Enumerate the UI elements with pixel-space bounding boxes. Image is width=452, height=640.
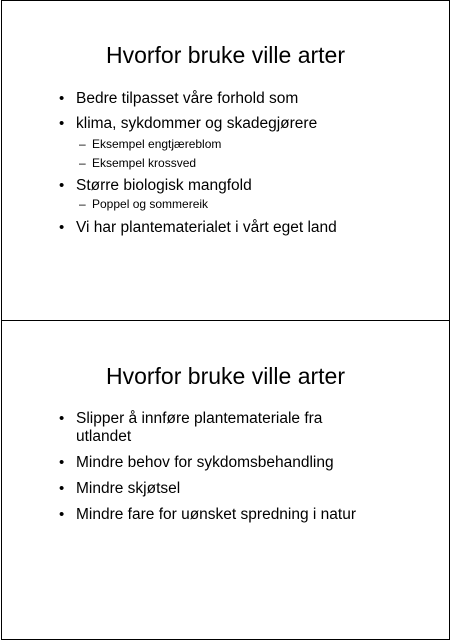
bullet-continuation: [2, 428, 449, 446]
slide-title: Hvorfor bruke ville arter: [105, 363, 346, 389]
bullet-marker: •: [59, 410, 65, 427]
slide-2: [1, 320, 450, 640]
slide-1: [1, 0, 450, 321]
slide-title: Hvorfor bruke ville arter: [105, 42, 346, 68]
bullet-marker: •: [59, 90, 65, 107]
bullet-item: [2, 90, 449, 108]
bullet-text: klima, sykdommer og skadegjørere: [76, 115, 318, 132]
bullet-text: Vi har plantematerialet i vårt eget land: [76, 219, 337, 236]
bullet-item: [2, 410, 449, 428]
sub-bullet-item: [2, 156, 449, 171]
sub-bullet-text: Eksempel krossved: [92, 156, 197, 170]
sub-bullet-text: Poppel og sommereik: [92, 197, 209, 211]
bullet-marker: •: [59, 115, 65, 132]
bullet-text: Mindre skjøtsel: [76, 480, 181, 497]
bullet-text: Mindre fare for uønsket spredning i natur: [76, 506, 356, 523]
bullet-text: Slipper å innføre plantemateriale fra: [76, 410, 323, 427]
bullet-item: [2, 177, 449, 195]
bullet-marker: •: [59, 219, 65, 236]
bullet-item: [2, 480, 449, 498]
bullet-text: utlandet: [76, 428, 132, 445]
bullet-list: [2, 90, 449, 237]
bullet-item: [2, 506, 449, 524]
bullet-marker: •: [59, 177, 65, 194]
bullet-text: Større biologisk mangfold: [76, 177, 252, 194]
sub-bullet-text: Eksempel engtjæreblom: [92, 137, 222, 151]
bullet-item: [2, 219, 449, 237]
sub-bullet-marker: –: [79, 197, 86, 211]
sub-bullet-item: [2, 197, 449, 212]
sub-bullet-item: [2, 137, 449, 152]
sub-bullet-marker: –: [79, 156, 86, 170]
bullet-text: Bedre tilpasset våre forhold som: [76, 90, 299, 107]
bullet-marker: •: [59, 480, 65, 497]
bullet-item: [2, 454, 449, 472]
sub-bullet-marker: –: [79, 137, 86, 151]
bullet-list: [2, 410, 449, 524]
bullet-marker: •: [59, 454, 65, 471]
bullet-marker: •: [59, 506, 65, 523]
bullet-item: [2, 115, 449, 133]
bullet-text: Mindre behov for sykdomsbehandling: [76, 454, 334, 471]
